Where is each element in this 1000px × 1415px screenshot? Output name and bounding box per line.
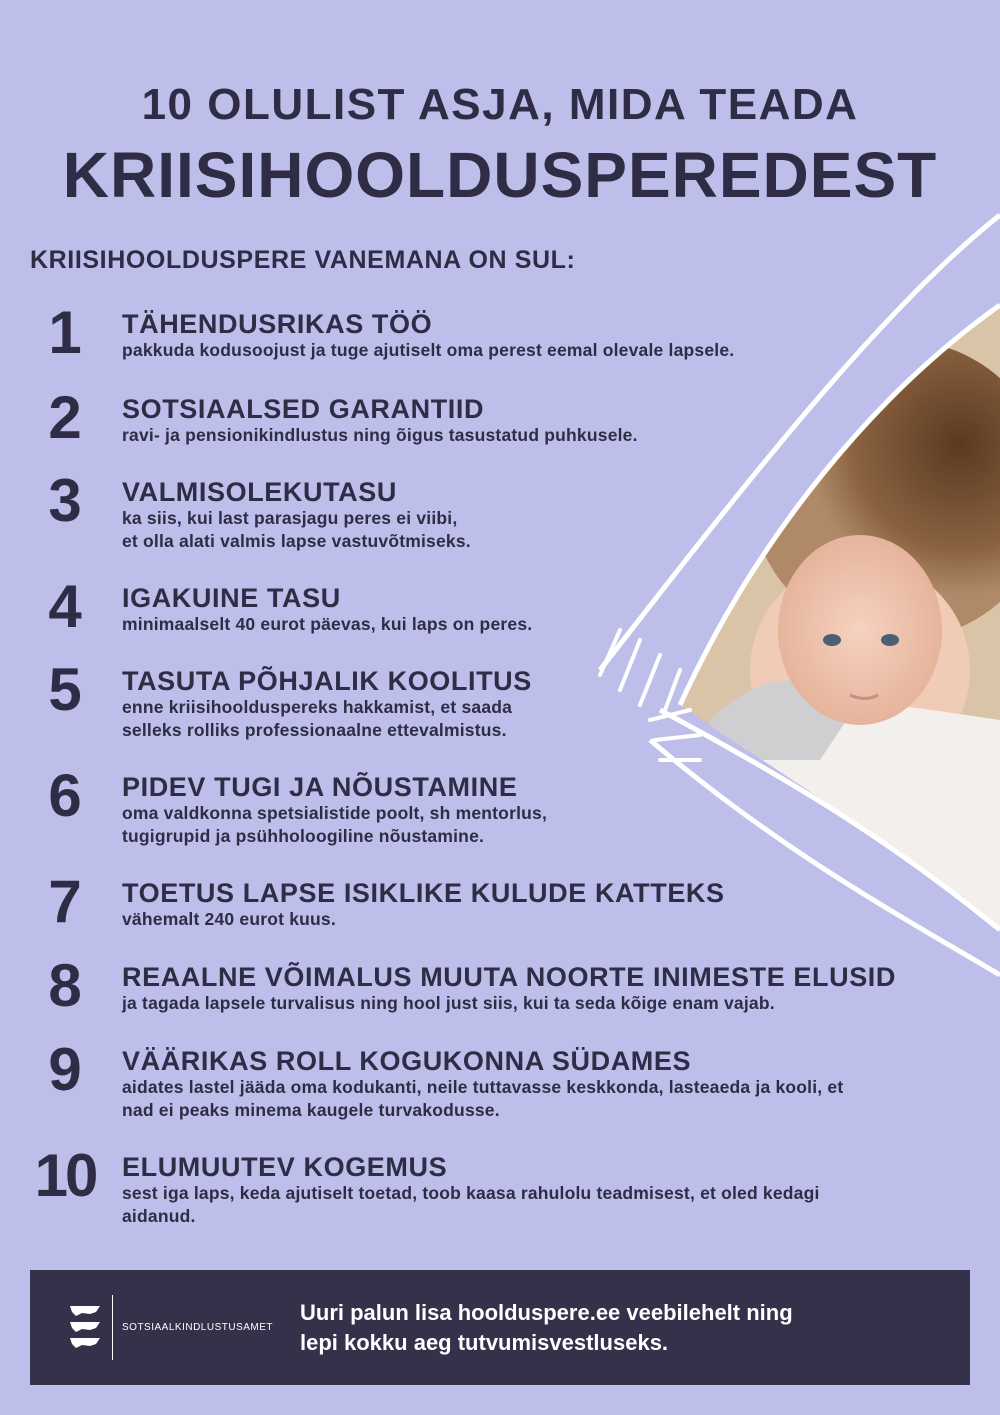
list-item [122, 878, 982, 931]
call-to-action [300, 1298, 793, 1358]
item-heading: TÄHENDUSRIKAS TÖÖ [122, 309, 433, 339]
list-item [122, 666, 982, 742]
list-item [122, 583, 982, 636]
item-description: oma valdkonna spetsialistide poolt, sh mentorlus, [122, 803, 548, 823]
item-number: 9 [48, 1036, 82, 1103]
footer-banner [30, 1270, 970, 1385]
item-description: pakkuda kodusoojust ja tuge ajutiselt oma perest eemal olevale lapsele. [122, 340, 735, 360]
item-heading: TOETUS LAPSE ISIKLIKE KULUDE KATTEKS [122, 878, 725, 908]
divider [112, 1295, 113, 1360]
subtitle: KRIISIHOOLDUSPERE VANEMANA ON SUL: [30, 246, 576, 274]
cta-line-2: lepi kokku aeg tutvumisvestluseks. [300, 1330, 669, 1355]
item-description: sest iga laps, keda ajutiselt toetad, toob kaasa rahulolu teadmisest, et oled kedagi [122, 1183, 820, 1203]
item-number: 8 [48, 952, 82, 1019]
item-heading: TASUTA PÕHJALIK KOOLITUS [122, 666, 532, 696]
cta-line-1: Uuri palun lisa hoolduspere.ee veebilehelt ning [300, 1300, 793, 1325]
item-description: tugigrupid ja psühholoogiline nõustamine. [122, 826, 485, 846]
item-number: 2 [48, 384, 82, 451]
list-item [122, 1046, 982, 1122]
list-item [122, 772, 982, 848]
item-description: et olla alati valmis lapse vastuvõtmiseks. [122, 531, 471, 551]
item-description: ja tagada lapsele turvalisus ning hool just siis, kui ta seda kõige enam vajab. [122, 993, 775, 1013]
item-number: 4 [48, 573, 82, 640]
item-description: vähemalt 240 eurot kuus. [122, 909, 336, 929]
item-heading: VALMISOLEKUTASU [122, 477, 397, 507]
item-description: ravi- ja pensionikindlustus ning õigus tasustatud puhkusele. [122, 425, 638, 445]
item-description: nad ei peaks minema kaugele turvakodusse. [122, 1100, 500, 1120]
item-description: ka siis, kui last parasjagu peres ei viibi, [122, 508, 458, 528]
item-number: 3 [48, 467, 82, 534]
list-item [122, 309, 982, 362]
item-description: aidates lastel jääda oma kodukanti, neile tuttavasse keskkonda, lasteaeda ja kooli, et [122, 1077, 844, 1097]
item-heading: ELUMUUTEV KOGEMUS [122, 1152, 448, 1182]
list-item [122, 1152, 982, 1228]
item-description: selleks rolliks professionaalne ettevalmistus. [122, 720, 507, 740]
item-description: enne kriisihoolduspereks hakkamist, et saada [122, 697, 513, 717]
item-number: 6 [48, 762, 82, 829]
item-heading: VÄÄRIKAS ROLL KOGUKONNA SÜDAMES [122, 1046, 692, 1076]
item-heading: IGAKUINE TASU [122, 583, 341, 613]
item-number: 10 [34, 1142, 96, 1209]
item-description: minimaalselt 40 eurot päevas, kui laps on peres. [122, 614, 533, 634]
title-line-2: KRIISIHOOLDUSPEREDEST [62, 139, 938, 211]
coat-of-arms-icon [68, 1303, 104, 1353]
agency-name: SOTSIAALKINDLUSTUSAMET [122, 1322, 274, 1333]
item-heading: PIDEV TUGI JA NÕUSTAMINE [122, 772, 518, 802]
item-heading: REAALNE VÕIMALUS MUUTA NOORTE INIMESTE ELUSID [122, 962, 897, 992]
item-number: 5 [48, 656, 82, 723]
item-description: aidanud. [122, 1206, 196, 1226]
item-heading: SOTSIAALSED GARANTIID [122, 394, 485, 424]
list-item [122, 962, 982, 1015]
title-line-1: 10 OLULIST ASJA, MIDA TEADA [141, 80, 859, 129]
list-item [122, 394, 982, 447]
item-number: 7 [48, 868, 82, 935]
list-item [122, 477, 982, 553]
item-number: 1 [48, 299, 82, 366]
